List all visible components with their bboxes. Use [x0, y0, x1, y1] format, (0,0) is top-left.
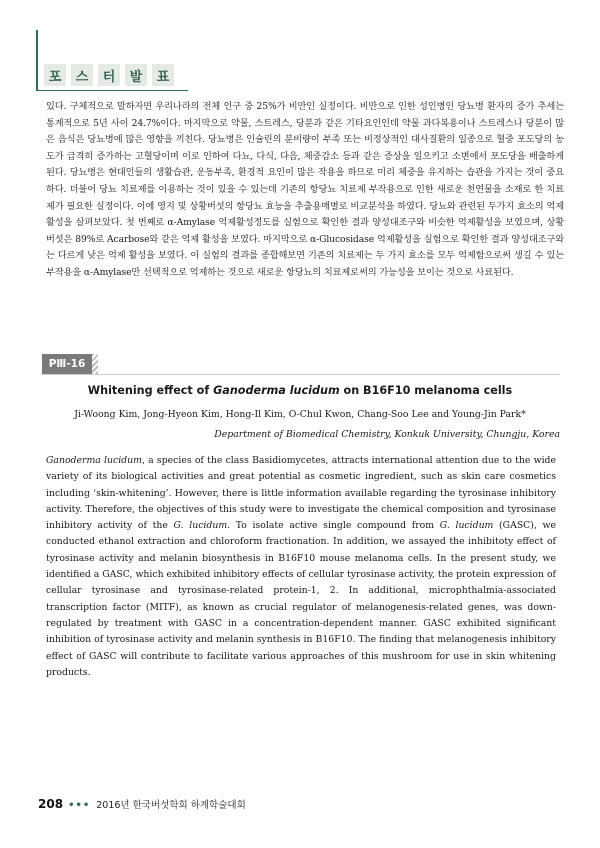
paper-title	[40, 384, 560, 397]
paper-authors: Ji-Woong Kim, Jong-Hyeon Kim, Hong-Il Kim, O-Chul Kwon, Chang-Soo Lee and Young-Jin Park*	[74, 409, 526, 420]
abstract-text: To isolate active single compound from	[230, 520, 440, 532]
abstract-text: (GASC), we conducted ethanol extraction and chloroform fractionation. In addition, we assayed the inhibitoty effect of tyrosinase activity and melanin biosynthesis in B16F10 mouse melanoma cells. In the present study, we identified a GASC, which exhibited inhibitory effects of cellular tyrosinase activity, the protein expression of cellular tyrosinase and tyrosinase-related protein-1, 2. In additional, microphthalmia-associated transcription factor (MITF), as known as crucial regulator of melanogenesis-related genes, was down-regulated by treatment with GASC in a concentration-dependent manner. GASC exhibited significant inhibition of tyrosinase activity and melanin synthesis in B16F10. The finding that melanogenesis inhibitory effect of GASC will contribute to facilitate various approaches of this mushroom for use in skin whitening products.	[46, 520, 557, 678]
header-vertical-rule	[36, 30, 38, 90]
footer-separator: •••	[68, 800, 91, 811]
poster-code-stripe	[92, 354, 98, 374]
abstract-species: G. lucidum	[439, 520, 494, 532]
section-header-char: 포	[44, 64, 66, 86]
header-underline	[36, 90, 188, 91]
conference-name: 2016년 한국버섯학회 하계학술대회	[96, 800, 246, 811]
title-part: on B16F10 melanoma cells	[339, 384, 513, 397]
title-part: Whitening effect of	[87, 384, 214, 397]
section-header-char: 스	[71, 64, 93, 86]
paper-affiliation: Department of Biomedical Chemistry, Konkuk University, Chungju, Korea	[214, 429, 560, 440]
page-footer	[38, 797, 246, 811]
poster-divider	[42, 374, 560, 375]
previous-abstract-text: 있다. 구체적으로 말하자면 우리나라의 전체 인구 중 25%가 비만인 실정이다. 비만으로 인한 성인병인 당뇨병 환자의 증가 추세는 통계적으로 5년 사이 24.7%이다. 마지막으로 약물, 스트레스, 당분과 같은 기타요인인데 약물 과다복용이나 스트레스나 당분이 많은 음식은 당뇨병에 많은 영향을 끼친다. 당뇨병은 인슐린의 분비량이 부족 또는 비정상적인 대사질환의 일종으로 혈중 포도당의 농도가 급격히 증가하는 고혈당이며 이로 인하여 다뇨, 다식, 다음, 체중감소 등과 같은 증상을 일으키고 소변에서 포도당을 배출하게 된다. 당뇨병은 현대인들의 생활습관, 운동부족, 환경적 요인이 많은 작용을 하므로 미리 체중을 유지하는 습관을 가지는 것이 중요하다. 더불어 당뇨 치료제를 이용하는 것이 있을 수 있는데 기존의 항당뇨 치료제 부작용으로 인한 새로운 천연물을 소재로 한 치료제가 필요한 실정이다. 이에 영지 및 상황버섯의 항당뇨 효능을 추출용매별로 비교분석을 하였다. 당뇨와 관련된 두가지 효소의 억제활성을 살펴보았다. 첫 번째로 α-Amylase 억제활성정도를 실험으로 확인한 결과 양성대조구와 비슷한 억제활성을 보였으며, 상황버섯은 89%로 Acarbose와 같은 억제 활성을 보였다. 마지막으로 α-Glucosidase 억제활성을 실험으로 확인한 결과 양성대조구와는 다르게 낮은 억제 활성을 보였다. 이 실험의 결과를 종합해보면 기존의 치료제는 두 가지 효소를 모두 억제함으로써 생길 수 있는 부작용을 α-Amylase만 선택적으로 억제하는 것으로 새로운 항당뇨의 치료제로써의 가능성을 보이는 것으로 사료된다.	[46, 101, 564, 278]
section-header-char: 터	[98, 64, 120, 86]
poster-code: PⅢ-16	[48, 358, 86, 370]
section-header-char: 표	[152, 64, 174, 86]
abstract-text: , a species of the class Basidiomycetes, attracts international attention due to the wide variety of its biological activities and great potential as cosmetic ingredient, such as skin care cosmetics including ‘skin-whitening’. However, there is little information available regarding the tyrosinase inhibitory activity. Therefore, the objectives of this study were to investigate the chemical composition and tyrosinase inhibitory activity of the	[46, 455, 556, 532]
page-number: 208	[38, 797, 64, 811]
abstract-species: Ganoderma lucidum	[46, 455, 142, 466]
section-header-char: 발	[125, 64, 147, 86]
section-header	[44, 64, 179, 86]
poster-code-badge	[42, 354, 98, 374]
title-species: Ganoderma lucidum	[213, 384, 340, 397]
abstract-species: G. lucidum.	[173, 520, 231, 532]
paper-abstract	[46, 453, 556, 681]
